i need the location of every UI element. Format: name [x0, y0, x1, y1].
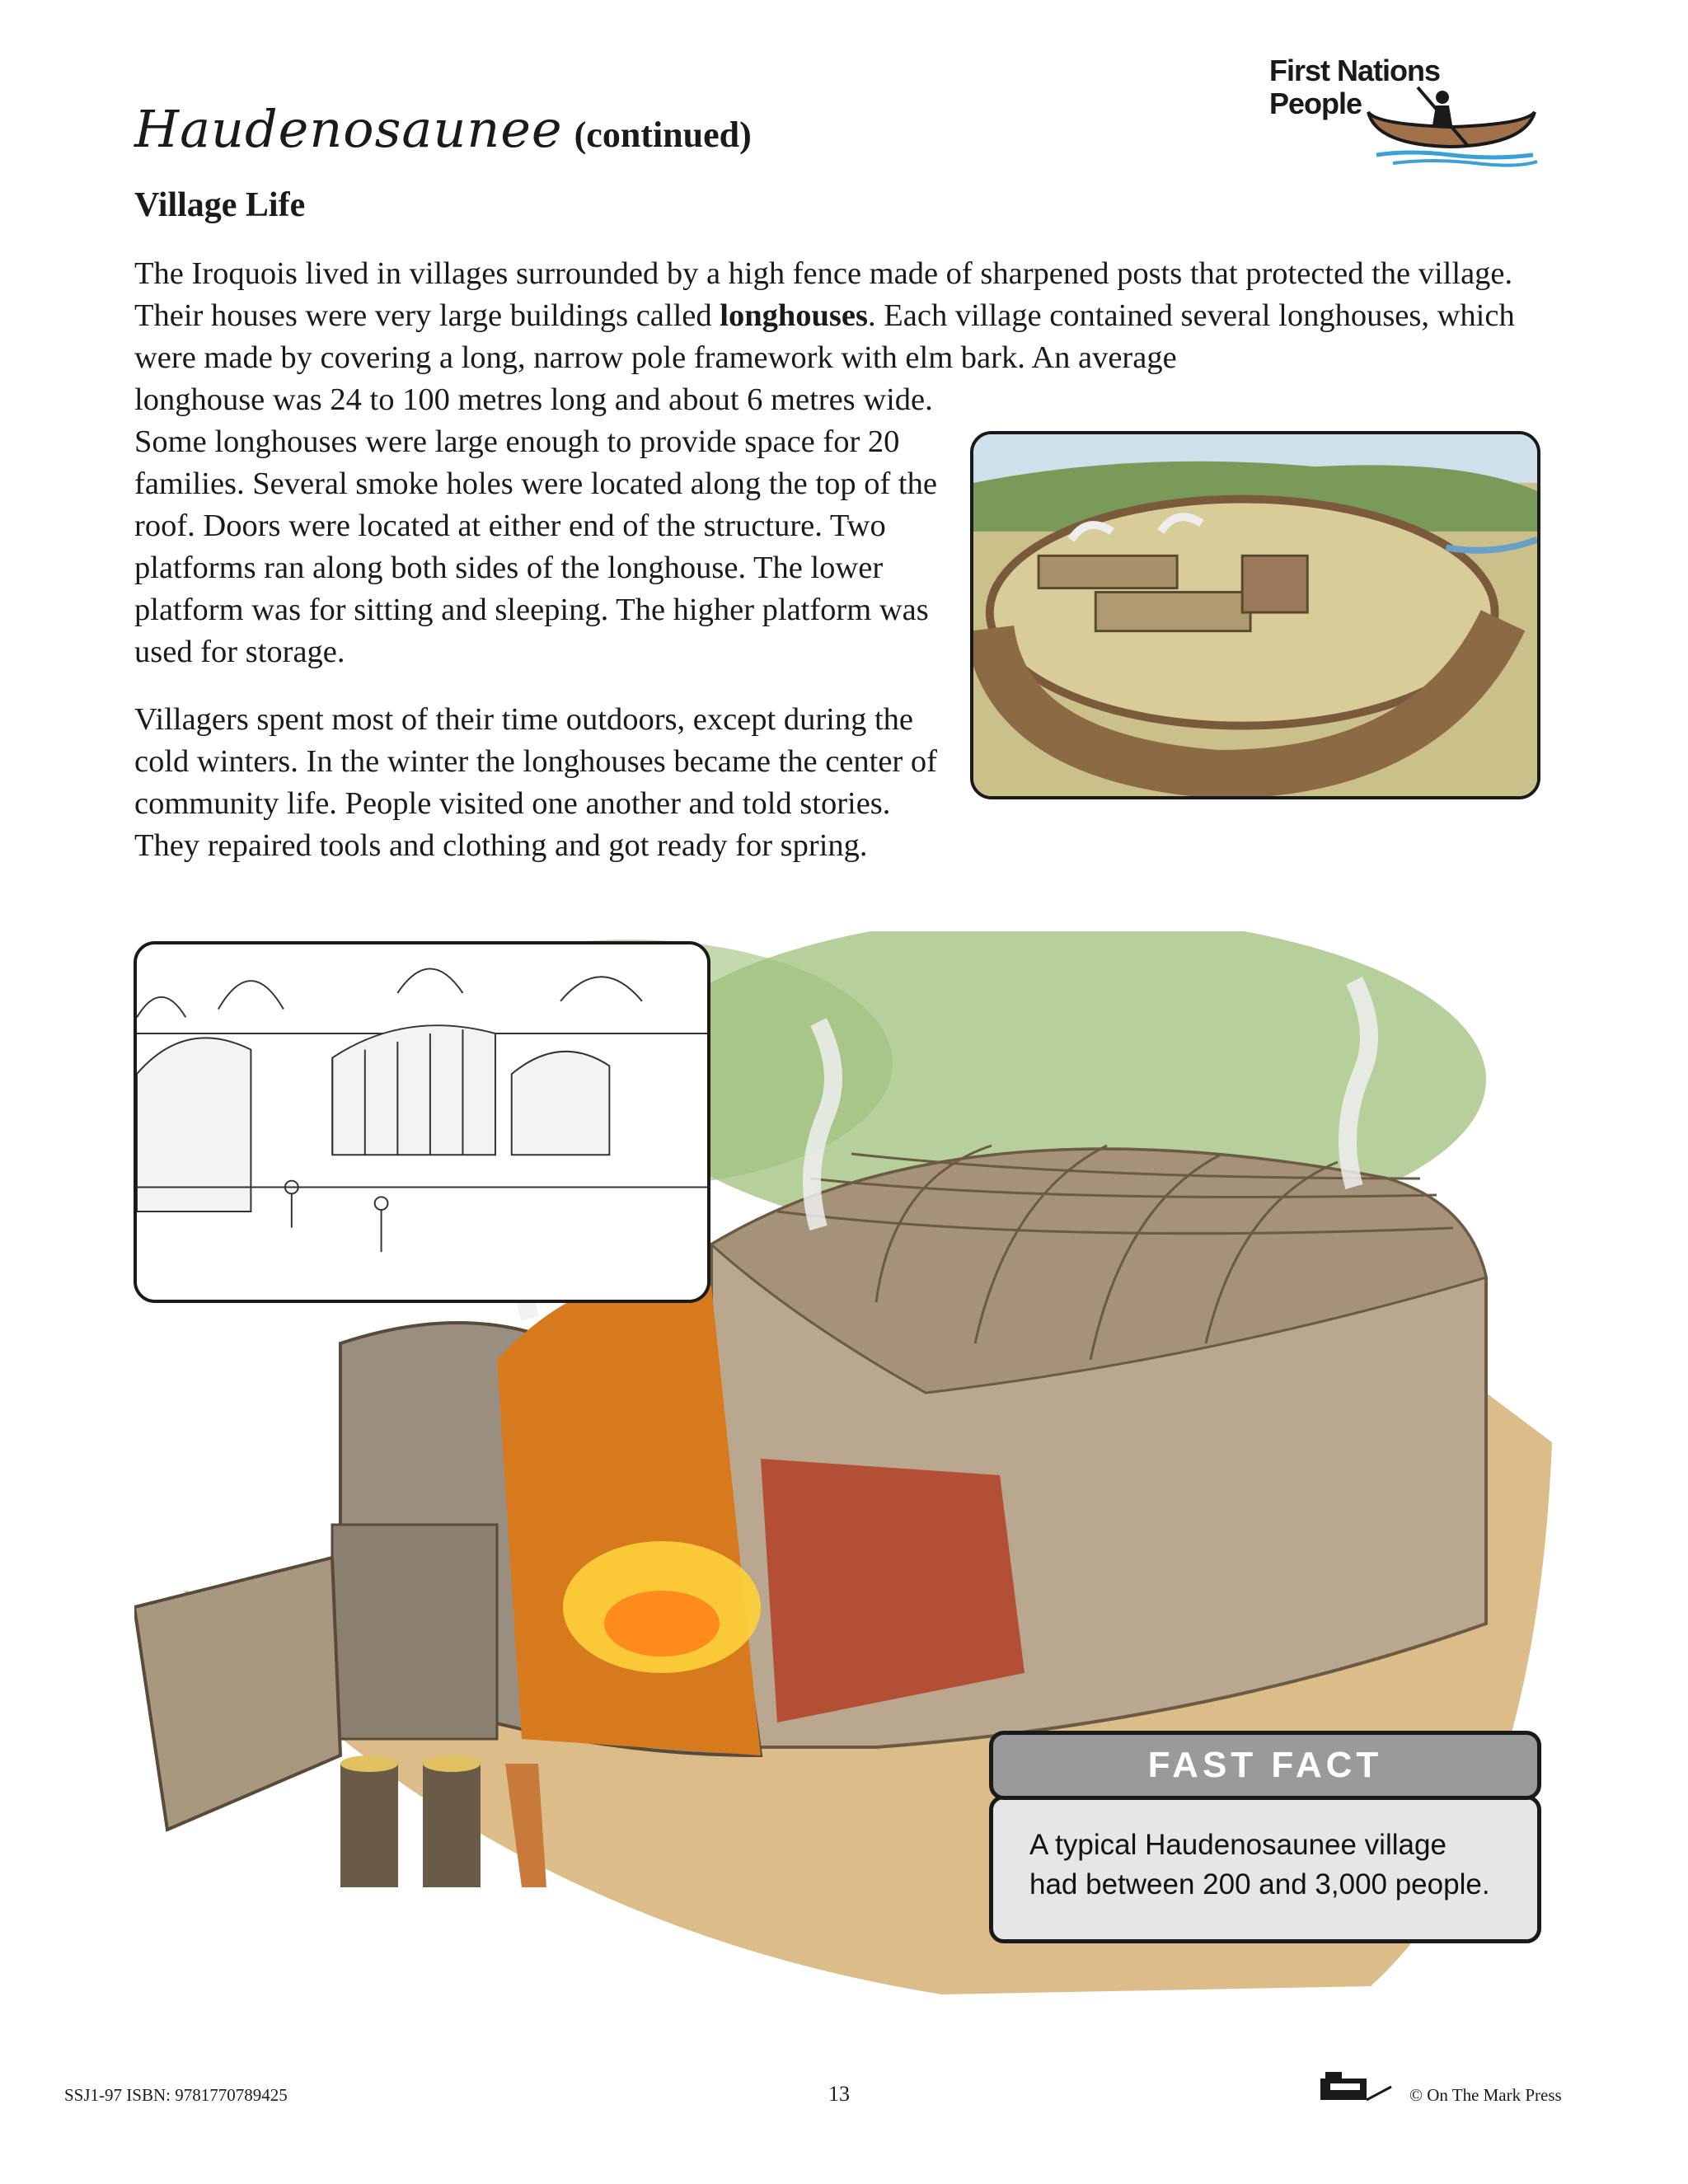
- fast-fact-box: [989, 1731, 1541, 1941]
- fast-fact-line-2: had between 200 and 3,000 people.: [1029, 1868, 1490, 1900]
- footer-isbn: SSJ1-97 ISBN: 9781770789425: [64, 2085, 288, 2105]
- fast-fact-line-1: A typical Haudenosaunee village: [1029, 1829, 1447, 1861]
- brand-line-2: People: [1269, 87, 1362, 120]
- publisher-logo-icon: [1319, 2070, 1393, 2103]
- village-illustration: [970, 431, 1540, 799]
- paragraph-intro: [134, 253, 1552, 379]
- paragraph-intro-b: . Each village contained several longhouses, which were made by covering a long, narrow pole framework with elm bark. An average: [134, 298, 1515, 375]
- page-title-row: [134, 99, 752, 159]
- footer-publisher: © On The Mark Press: [1409, 2085, 1562, 2105]
- canoe-icon: [1360, 79, 1541, 170]
- keyword-longhouses: longhouses: [720, 298, 868, 333]
- page-number: 13: [828, 2082, 850, 2106]
- paragraph-longhouse: longhouse was 24 to 100 metres long and about 6 metres wide. Some longhouses were large enough to provide space for 20 families. Several smoke holes were located along the top of the roof. Doors were located at either end of the structure. Two platforms ran along both sides of the longhouse. The lower platform was for sitting and sleeping. The higher platform was used for storage.: [134, 382, 937, 669]
- paragraph-intro-a: The Iroquois lived in villages surrounded by a high fence made of sharpened posts that protected the village. Their houses were very large buildings called: [134, 256, 1513, 333]
- village-sketch-illustration: [134, 941, 710, 1303]
- page-title-suffix: (continued): [574, 115, 752, 155]
- series-brand: [1269, 54, 1541, 170]
- page-title: Haudenosaunee: [134, 99, 563, 159]
- fast-fact-body: [989, 1795, 1541, 1943]
- brand-line-1: First Nations: [1269, 54, 1441, 87]
- paragraph-villagers: Villagers spent most of their time outdoors, except during the cold winters. In the winter the longhouses became the center of community life. People visited one another and told stories. They repaired tools and clothing and got ready for spring.: [134, 702, 937, 863]
- section-heading: Village Life: [134, 186, 306, 224]
- fast-fact-heading: FAST FACT: [989, 1731, 1541, 1800]
